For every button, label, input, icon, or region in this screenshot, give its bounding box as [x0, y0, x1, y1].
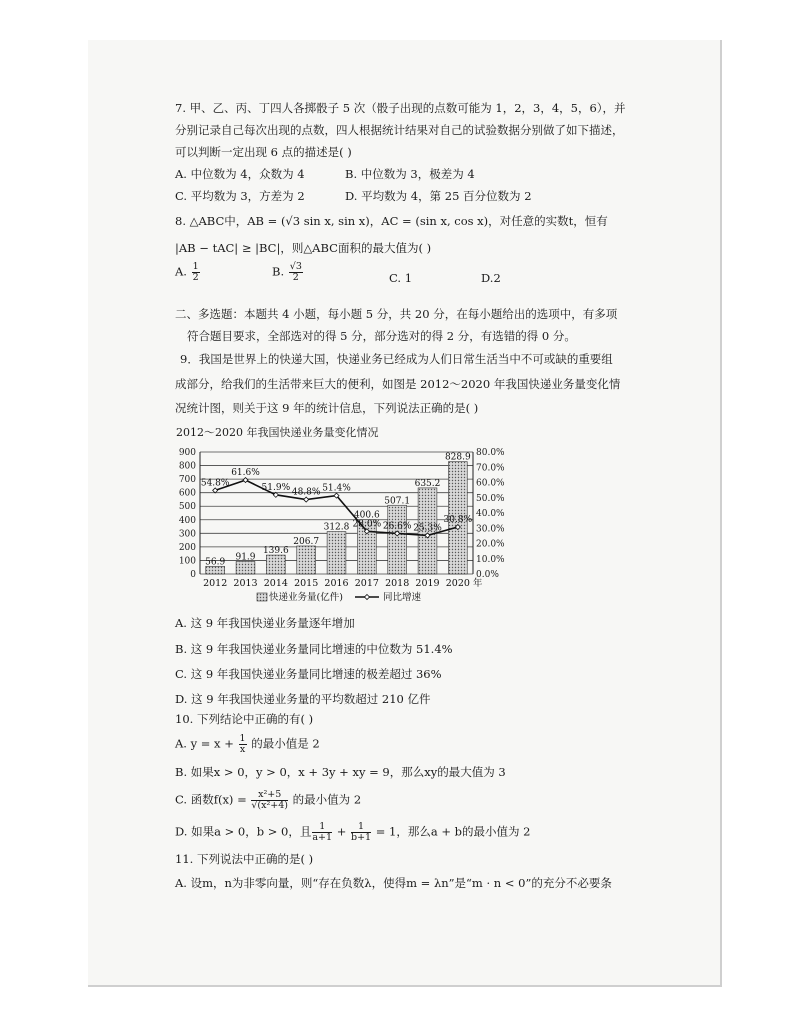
q10-d-f2-denominator: b+1: [351, 832, 372, 843]
x-tick-label: 2017: [354, 578, 379, 589]
q9-line-1: 9．我国是世界上的快递大国，快递业务已经成为人们日常生活当中不可或缺的重要组: [180, 352, 613, 366]
q7-line-3: 可以判断一定出现 6 点的描述是( ): [175, 145, 352, 159]
q8-line-2: |AB − tAC| ≥ |BC|，则△ABC面积的最大值为( ): [175, 241, 432, 255]
q8-option-b-fraction: [289, 262, 303, 283]
q10-d-fraction-2: [351, 822, 371, 843]
growth-rate-label: 30.8%: [443, 515, 473, 526]
bar: [297, 546, 316, 574]
y-right-tick-label: 30.0%: [476, 524, 505, 535]
y-left-tick-label: 300: [178, 529, 196, 540]
q8-b-denominator: 2: [292, 272, 299, 283]
q10-a-post: 的最小值是 2: [247, 736, 320, 751]
growth-rate-point: [304, 497, 309, 502]
y-right-tick-label: 70.0%: [476, 463, 505, 474]
growth-rate-label: 51.9%: [261, 482, 291, 493]
bar: [206, 566, 225, 574]
bar: [266, 555, 285, 574]
chart-title: 2012～2020 年我国快递业务量变化情况: [176, 426, 379, 439]
growth-rate-label: 25.3%: [413, 523, 442, 534]
q8-a-numerator: 1: [192, 261, 199, 272]
q10-d-fraction-1: [312, 822, 332, 843]
y-left-tick-label: 0: [190, 570, 196, 580]
growth-rate-label: 54.8%: [200, 478, 230, 489]
q10-c-fraction: [251, 790, 288, 811]
q8-a-denominator: 2: [192, 272, 199, 283]
q8-option-c: C. 1: [389, 271, 413, 285]
q8-line-1: 8. △ABC中，AB = (√3 sin x, sin x)，AC = (sin x, cos x)，对任意的实数t，恒有: [175, 214, 608, 228]
express-delivery-chart: [175, 440, 505, 610]
x-tick-label: 2015: [294, 578, 319, 589]
q7-option-c: C. 平均数为 3，方差为 2: [175, 189, 305, 203]
y-right-tick-label: 50.0%: [476, 493, 505, 504]
q7-option-a: A. 中位数为 4，众数为 4: [175, 167, 305, 181]
bar-value-label: 635.2: [414, 478, 441, 489]
q9-option-c: C. 这 9 年我国快递业务量同比增速的极差超过 36%: [175, 667, 442, 681]
legend-line-marker: [365, 595, 370, 600]
section2-line-2: 符合题目要求，全部选对的得 5 分，部分选对的得 2 分，有选错的得 0 分。: [187, 329, 576, 343]
q7-line-1: 7. 甲、乙、丙、丁四人各掷骰子 5 次（骰子出现的点数可能为 1，2，3，4，5，6），并: [175, 101, 626, 115]
q8-option-a-fraction: [192, 262, 200, 283]
y-left-tick-label: 400: [178, 515, 196, 526]
section2-line-1: 二、多选题：本题共 4 小题，每小题 5 分，共 20 分，在每小题给出的选项中，有多项: [175, 307, 618, 321]
y-left-tick-label: 100: [178, 556, 196, 567]
q10-a-numerator: 1: [239, 733, 246, 744]
bar-value-label: 206.7: [293, 536, 320, 547]
q9-option-d: D. 这 9 年我国快递业务量的平均数超过 210 亿件: [175, 692, 431, 706]
q8-option-b: [272, 262, 304, 283]
q9-line-3: 况统计图，则关于这 9 年的统计信息，下列说法正确的是( ): [175, 401, 479, 415]
q8-option-d: D.2: [481, 271, 501, 285]
growth-rate-point: [243, 478, 248, 483]
q10-a-pre: A. y = x +: [175, 736, 238, 751]
q10-c-pre: C. 函数f(x) =: [175, 792, 251, 807]
q10-d-plus: +: [333, 824, 350, 839]
q10-d-post: = 1，那么a + b的最小值为 2: [372, 824, 531, 839]
growth-rate-label: 26.6%: [382, 521, 412, 532]
q8-option-b-label: B.: [272, 264, 285, 279]
growth-rate-label: 48.8%: [291, 487, 321, 498]
y-left-tick-label: 800: [178, 461, 196, 472]
y-left-tick-label: 900: [178, 448, 196, 458]
x-tick-label: 2019: [415, 578, 440, 589]
bar-value-label: 400.6: [353, 510, 380, 521]
q10-c-denominator: √(x²+4): [251, 800, 289, 811]
x-tick-label: 2018: [385, 578, 410, 589]
q10-c-numerator: x²+5: [251, 790, 288, 801]
y-right-tick-label: 10.0%: [476, 554, 505, 565]
q11-stem: 11. 下列说法中正确的是( ): [175, 852, 314, 866]
q7-option-b: B. 中位数为 3，极差为 4: [345, 167, 475, 181]
y-right-tick-label: 60.0%: [476, 478, 505, 489]
y-right-tick-label: 0.0%: [476, 570, 499, 580]
x-tick-label: 2013: [233, 578, 258, 589]
q7-line-2: 分别记录自己每次出现的点数，四人根据统计结果对自己的试验数据分别做了如下描述，: [175, 123, 624, 137]
legend-line-label: 同比增速: [383, 592, 422, 603]
q9-option-a: A. 这 9 年我国快递业务量逐年增加: [175, 616, 355, 630]
y-right-tick-label: 20.0%: [476, 539, 505, 550]
y-right-tick-label: 80.0%: [476, 448, 505, 458]
bar-value-label: 56.9: [205, 557, 226, 568]
q10-d-f1-numerator: 1: [312, 822, 332, 833]
q10-d-pre: D. 如果a > 0，b > 0，且: [175, 824, 312, 839]
bar: [388, 505, 407, 574]
y-right-tick-label: 40.0%: [476, 509, 505, 519]
q9-line-2: 成部分，给我们的生活带来巨大的便利，如图是 2012～2020 年我国快递业务量变化情: [175, 377, 621, 391]
q10-d-f1-denominator: a+1: [312, 832, 333, 843]
bar: [327, 532, 346, 574]
q10-c-post: 的最小值为 2: [289, 792, 362, 807]
x-tick-label: 2014: [263, 578, 288, 589]
growth-rate-label: 51.4%: [322, 483, 351, 494]
q7-option-d: D. 平均数为 4，第 25 百分位数为 2: [345, 189, 532, 203]
growth-rate-point: [273, 492, 278, 497]
q10-a-fraction: [239, 734, 247, 755]
bar-value-label: 828.9: [444, 452, 471, 463]
q10-option-a: [175, 734, 320, 755]
q9-option-b: B. 这 9 年我国快递业务量同比增速的中位数为 51.4%: [175, 642, 453, 656]
y-left-tick-label: 200: [178, 542, 196, 553]
y-left-tick-label: 500: [178, 502, 196, 513]
growth-rate-point: [213, 488, 218, 493]
x-tick-label: 2016: [324, 578, 349, 589]
x-tick-label: 2020: [445, 578, 470, 589]
q8-option-a: [175, 262, 201, 283]
x-unit-label: 年: [472, 578, 483, 589]
q8-option-a-label: A.: [175, 264, 187, 279]
q11-option-a: A. 设m，n为非零向量，则“存在负数λ，使得m = λn”是“m · n < 0”的充分不必要条: [175, 876, 612, 890]
y-left-tick-label: 700: [178, 475, 196, 486]
y-left-tick-label: 600: [178, 488, 196, 499]
bar-value-label: 91.9: [235, 552, 256, 563]
bar-value-label: 312.8: [323, 522, 350, 533]
growth-rate-label: 28.0%: [352, 519, 382, 530]
q10-stem: 10. 下列结论中正确的有( ): [175, 712, 314, 726]
q10-option-d: [175, 822, 531, 843]
bar-value-label: 507.1: [384, 496, 411, 507]
x-tick-label: 2012: [203, 578, 228, 589]
q8-b-numerator: √3: [289, 261, 302, 272]
bar: [236, 562, 255, 574]
q10-d-f2-numerator: 1: [351, 822, 371, 833]
growth-rate-label: 61.6%: [231, 468, 260, 479]
q10-option-b: B. 如果x > 0，y > 0，x + 3y + xy = 9，那么xy的最大值为 3: [175, 765, 506, 779]
legend-bar-swatch: [257, 593, 267, 601]
q10-option-c: [175, 790, 361, 811]
q10-a-denominator: x: [239, 744, 246, 755]
legend-bar-label: 快递业务量(亿件): [269, 592, 343, 603]
bar-value-label: 139.6: [262, 546, 289, 557]
